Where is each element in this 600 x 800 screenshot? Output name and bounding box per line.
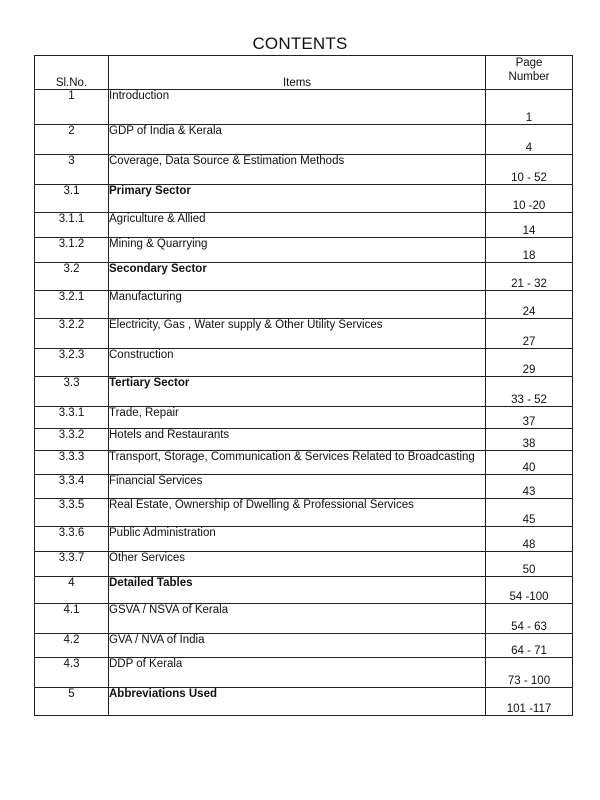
- table-row: [35, 577, 573, 604]
- page-number-cell: 54 - 63: [486, 604, 573, 634]
- table-row: [35, 407, 573, 429]
- item-cell: GDP of India & Kerala: [109, 125, 486, 155]
- table-row: [35, 377, 573, 407]
- page-number-cell: 33 - 52: [486, 377, 573, 407]
- table-row: [35, 291, 573, 319]
- page-number-cell: 24: [486, 291, 573, 319]
- item-cell: DDP of Kerala: [109, 658, 486, 688]
- page-number-cell: 40: [486, 451, 573, 475]
- item-cell: Other Services: [109, 552, 486, 577]
- page-number-cell: 21 - 32: [486, 263, 573, 291]
- table-row: [35, 238, 573, 263]
- page-number-cell: 45: [486, 499, 573, 527]
- page-number-cell: 4: [486, 125, 573, 155]
- sl-no-cell: 3.1.2: [35, 238, 109, 263]
- table-header-row: [35, 56, 573, 90]
- sl-no-cell: 3.3: [35, 377, 109, 407]
- table-row: [35, 349, 573, 377]
- page-number-cell: 14: [486, 213, 573, 238]
- item-cell: GSVA / NSVA of Kerala: [109, 604, 486, 634]
- table-row: [35, 475, 573, 499]
- item-cell: Manufacturing: [109, 291, 486, 319]
- sl-no-cell: 3.1.1: [35, 213, 109, 238]
- sl-no-cell: 3.3.3: [35, 451, 109, 475]
- table-row: [35, 185, 573, 213]
- sl-no-cell: 3: [35, 155, 109, 185]
- header-sl-no: Sl.No.: [35, 56, 109, 90]
- item-cell: Agriculture & Allied: [109, 213, 486, 238]
- table-row: [35, 90, 573, 125]
- sl-no-cell: 3.2.3: [35, 349, 109, 377]
- table-row: [35, 429, 573, 451]
- sl-no-cell: 4.3: [35, 658, 109, 688]
- table-row: [35, 634, 573, 658]
- item-cell: Coverage, Data Source & Estimation Methods: [109, 155, 486, 185]
- item-cell: Mining & Quarrying: [109, 238, 486, 263]
- sl-no-cell: 1: [35, 90, 109, 125]
- sl-no-cell: 3.2.2: [35, 319, 109, 349]
- sl-no-cell: 4.1: [35, 604, 109, 634]
- page-title: CONTENTS: [252, 34, 348, 53]
- table-row: [35, 155, 573, 185]
- item-cell: Primary Sector: [109, 185, 486, 213]
- item-cell: Detailed Tables: [109, 577, 486, 604]
- item-cell: Introduction: [109, 90, 486, 125]
- page-number-cell: 10 -20: [486, 185, 573, 213]
- sl-no-cell: 3.3.7: [35, 552, 109, 577]
- page-number-cell: 18: [486, 238, 573, 263]
- table-row: [35, 604, 573, 634]
- item-cell: Electricity, Gas , Water supply & Other Utility Services: [109, 319, 486, 349]
- page-number-cell: 38: [486, 429, 573, 451]
- page-number-cell: 54 -100: [486, 577, 573, 604]
- page-number-cell: 73 - 100: [486, 658, 573, 688]
- item-cell: Real Estate, Ownership of Dwelling & Professional Services: [109, 499, 486, 527]
- item-cell: Trade, Repair: [109, 407, 486, 429]
- sl-no-cell: 3.1: [35, 185, 109, 213]
- item-cell: GVA / NVA of India: [109, 634, 486, 658]
- item-cell: Hotels and Restaurants: [109, 429, 486, 451]
- item-cell: Construction: [109, 349, 486, 377]
- item-cell: Financial Services: [109, 475, 486, 499]
- item-cell: Secondary Sector: [109, 263, 486, 291]
- item-cell: Transport, Storage, Communication & Services Related to Broadcasting: [109, 451, 486, 475]
- page-number-cell: 48: [486, 527, 573, 552]
- sl-no-cell: 5: [35, 688, 109, 716]
- sl-no-cell: 3.3.6: [35, 527, 109, 552]
- page-number-cell: 29: [486, 349, 573, 377]
- sl-no-cell: 4: [35, 577, 109, 604]
- sl-no-cell: 3.3.4: [35, 475, 109, 499]
- page-number-cell: 10 - 52: [486, 155, 573, 185]
- item-cell: Public Administration: [109, 527, 486, 552]
- header-items: Items: [109, 56, 486, 90]
- page-number-cell: 27: [486, 319, 573, 349]
- table-row: [35, 263, 573, 291]
- item-cell: Abbreviations Used: [109, 688, 486, 716]
- sl-no-cell: 3.3.1: [35, 407, 109, 429]
- table-row: [35, 688, 573, 716]
- page-number-cell: 37: [486, 407, 573, 429]
- table-row: [35, 319, 573, 349]
- header-page-line2: Number: [508, 71, 550, 83]
- item-cell: Tertiary Sector: [109, 377, 486, 407]
- page-number-cell: 64 - 71: [486, 634, 573, 658]
- sl-no-cell: 3.3.2: [35, 429, 109, 451]
- table-row: [35, 499, 573, 527]
- sl-no-cell: 2: [35, 125, 109, 155]
- sl-no-cell: 3.3.5: [35, 499, 109, 527]
- page-number-cell: 50: [486, 552, 573, 577]
- table-row: [35, 527, 573, 552]
- header-page-line1: Page: [515, 57, 543, 69]
- table-row: [35, 125, 573, 155]
- table-row: [35, 451, 573, 475]
- table-row: [35, 213, 573, 238]
- contents-table: [34, 55, 573, 716]
- table-row: [35, 658, 573, 688]
- sl-no-cell: 3.2.1: [35, 291, 109, 319]
- table-row: [35, 552, 573, 577]
- sl-no-cell: 3.2: [35, 263, 109, 291]
- sl-no-cell: 4.2: [35, 634, 109, 658]
- header-page-number: [486, 56, 573, 90]
- page-number-cell: 43: [486, 475, 573, 499]
- page-number-cell: 1: [486, 90, 573, 125]
- page-number-cell: 101 -117: [486, 688, 573, 716]
